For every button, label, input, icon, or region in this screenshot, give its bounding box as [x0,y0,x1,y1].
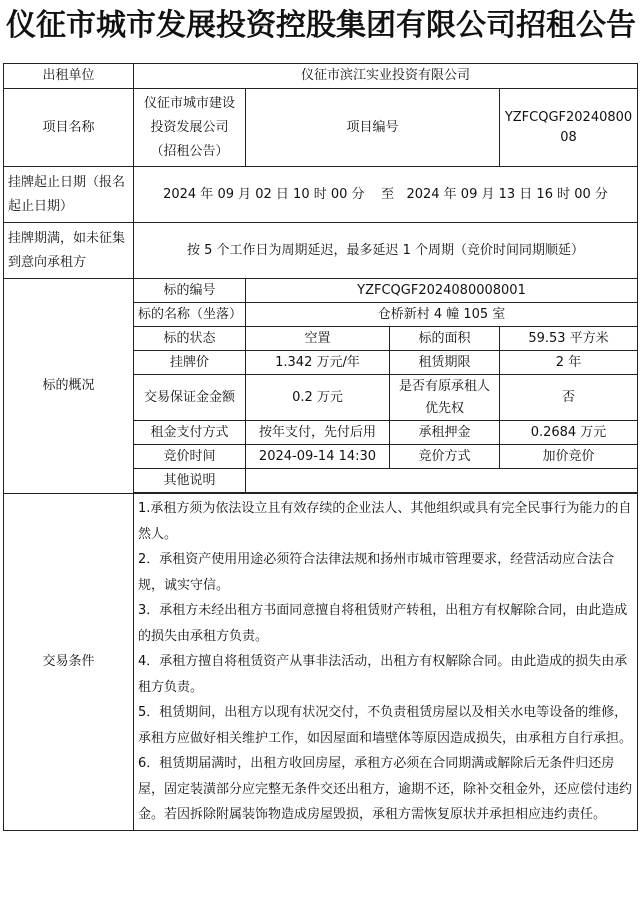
lessor-label: 出租单位 [4,64,134,89]
project-no-label: 项目编号 [246,89,500,167]
condition-item: 3．承租方未经出租方书面同意擅自将租赁财产转租，出租方有权解除合同，由此造成的损失由承租方负责。 [138,603,628,644]
bid-method-label: 竞价方式 [390,445,500,469]
overview-label: 标的概况 [4,279,134,494]
priority-value: 否 [500,375,638,421]
listing-period-value: 2024 年 09 月 02 日 10 时 00 分 至 2024 年 09 月 13 日 16 时 00 分 [134,167,638,223]
other-value [246,469,638,493]
status-label: 标的状态 [134,327,246,351]
listing-period-row [4,167,638,223]
conditions-row [4,494,638,831]
area-value: 59.53 平方米 [500,327,638,351]
condition-item: 5．租赁期间，出租方以现有状况交付，不负责租赁房屋以及相关水电等设备的维修，承租方应做好相关维护工作，如因屋面和墙壁体等原因造成损失，由承租方自行承担。 [138,705,633,746]
status-value: 空置 [246,327,390,351]
payment-label: 租金支付方式 [134,421,246,445]
expiry-row [4,223,638,279]
condition-item: 1.承租方须为依法设立且有效存续的企业法人、其他组织或具有完全民事行为能力的自然人。 [138,501,632,542]
target-no-label: 标的编号 [134,279,246,303]
condition-item: 2．承租资产使用用途必须符合法律法规和扬州市城市管理要求，经营活动应合法合规，诚实守信。 [138,552,615,593]
rent-deposit-label: 承租押金 [390,421,500,445]
priority-label: 是否有原承租人优先权 [390,375,500,421]
bid-time-label: 竞价时间 [134,445,246,469]
deposit-label: 交易保证金金额 [134,375,246,421]
lessor-value: 仪征市滨江实业投资有限公司 [134,64,638,89]
expiry-label: 挂牌期满，如未征集到意向承租方 [4,223,134,279]
expiry-value: 按 5 个工作日为周期延迟，最多延迟 1 个周期（竞价时间同期顺延） [134,223,638,279]
bid-time-value: 2024-09-14 14:30 [246,445,390,469]
project-row [4,89,638,167]
term-label: 租赁期限 [390,351,500,375]
conditions-list [134,494,638,831]
target-no-row [4,279,638,303]
lessor-row [4,64,638,89]
page-title: 仪征市城市发展投资控股集团有限公司招租公告 [6,8,636,43]
project-no-value: YZFCQGF2024080008 [500,89,638,167]
project-name-label: 项目名称 [4,89,134,167]
project-name-value: 仪征市城市建设投资发展公司（招租公告） [134,89,246,167]
price-value: 1.342 万元/年 [246,351,390,375]
bid-method-value: 加价竞价 [500,445,638,469]
payment-value: 按年支付，先付后用 [246,421,390,445]
target-name-value: 仓桥新村 4 幢 105 室 [246,303,638,327]
price-label: 挂牌价 [134,351,246,375]
target-name-label: 标的名称（坐落） [134,303,246,327]
condition-item: 6．租赁期届满时，出租方收回房屋，承租方必须在合同期满或解除后无条件归还房屋，固定装潢部分应完整无条件交还出租方，逾期不还，除补交租金外，还应偿付违约金。若因拆除附属装饰物造成房屋毁损，承租方需恢复原状并承担相应违约责任。 [138,756,633,822]
rent-deposit-value: 0.2684 万元 [500,421,638,445]
lease-announcement-table [3,63,638,831]
condition-item: 4．承租方擅自将租赁资产从事非法活动，出租方有权解除合同。由此造成的损失由承租方负责。 [138,654,628,695]
listing-period-label: 挂牌起止日期（报名起止日期） [4,167,134,223]
deposit-value: 0.2 万元 [246,375,390,421]
target-no-value: YZFCQGF2024080008001 [246,279,638,303]
other-label: 其他说明 [134,469,246,493]
area-label: 标的面积 [390,327,500,351]
conditions-label: 交易条件 [4,494,134,831]
term-value: 2 年 [500,351,638,375]
